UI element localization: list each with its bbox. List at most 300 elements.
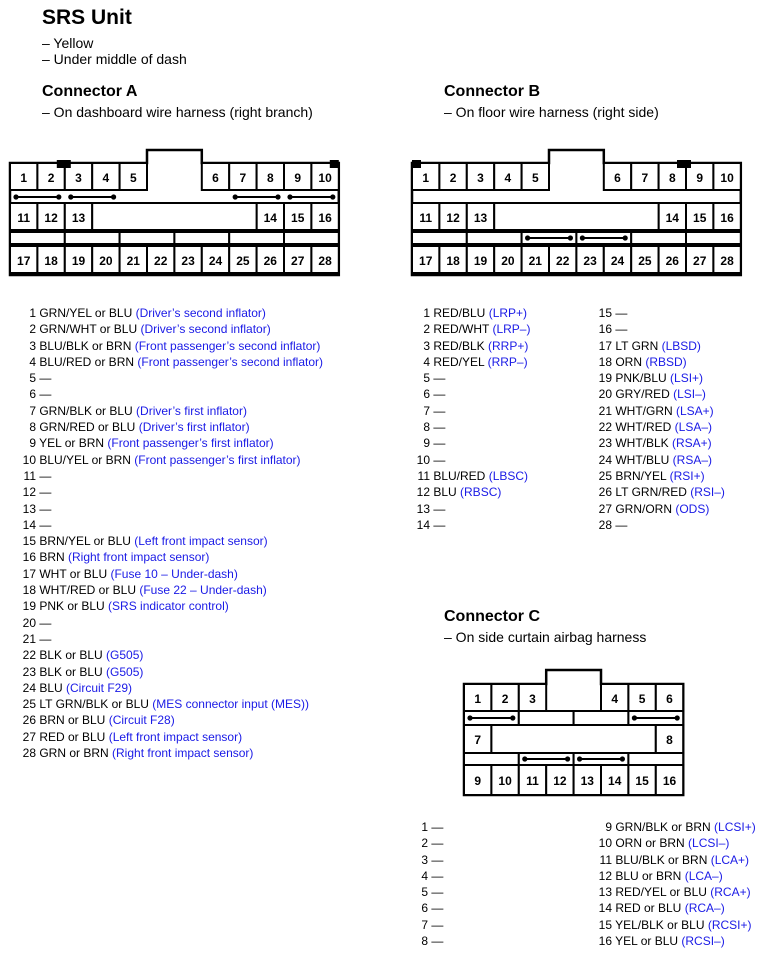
pin-number: 28 [22,746,36,761]
pin-number: 24 [22,680,36,695]
pin-function: (RRP–) [484,354,528,369]
latch-tab [330,160,339,168]
pin-row [590,435,725,451]
pin-function: (Fuse 10 – Under-dash) [107,566,238,581]
pin-row [22,501,323,517]
pin-label: 6 [614,171,621,185]
lock-strip [65,232,120,244]
wire-color: GRN/BLK or BLU [36,403,133,418]
pin-row [416,933,443,949]
wire-color: GRN/WHT or BLU [36,322,138,337]
pin-number: 12 [598,868,612,883]
pin-row [416,370,530,386]
pin-row [22,386,323,402]
wire-color: ORN or BRN [612,836,685,851]
wire-color: — [430,501,446,516]
pin-row [590,321,725,337]
pin-label: 20 [501,254,515,268]
pin-label: 13 [580,774,594,788]
pin-label: 12 [446,211,460,225]
pin-row [416,917,443,933]
wire-color: — [36,517,52,532]
lock-strip [174,232,229,244]
pin-label: 11 [419,211,433,225]
pin-label: 8 [266,171,274,185]
shorting-bar-end [632,715,637,720]
pin-number: 14 [598,901,612,916]
pin-number: 9 [605,820,612,834]
pin-label: 15 [635,774,649,788]
pin-function: (Fuse 22 – Under-dash) [136,583,267,598]
shorting-bar-end [467,715,472,720]
pin-label: 19 [473,254,488,268]
lock-strip [120,232,175,244]
pin-number: 26 [22,713,36,728]
latch-tab [412,160,421,168]
connector-b-diagram [412,150,741,275]
pin-row [22,370,323,386]
pin-label: 10 [720,171,734,185]
pin-label: 2 [449,171,457,185]
wire-color: BRN/YEL [612,468,667,483]
pin-row [590,386,725,402]
pin-number: 6 [421,901,428,916]
pin-function: (LCA+) [707,852,750,867]
pin-row [22,435,323,451]
pin-label: 2 [47,171,55,185]
lock-strip [412,232,467,244]
wire-color: — [428,885,444,900]
wire-color: — [612,322,628,337]
pin-function: (RSI+) [666,468,705,483]
pin-label: 28 [720,254,734,268]
pin-function: (Driver’s first inflator) [132,403,247,418]
wire-color: BLU or BRN [612,868,682,883]
pin-label: 11 [526,774,539,788]
pin-row [22,354,323,370]
pin-number: 15 [598,917,612,932]
connector-c-pin-list-right [592,819,756,949]
pin-label: 23 [583,254,597,268]
shorting-bar-end [623,235,628,240]
wire-color: YEL or BLU [612,934,679,949]
pin-number: 4 [421,868,428,883]
pin-label: 16 [318,211,332,225]
wire-color: BRN/YEL or BLU [36,534,131,549]
pin-row [416,419,530,435]
lock-strip [519,711,574,725]
wire-color: YEL or BRN [36,436,105,451]
pin-row [416,338,530,354]
center-block [491,725,655,753]
pin-row [590,370,725,386]
pin-label: 11 [17,211,31,225]
pin-row [22,696,323,712]
pin-function: (Circuit F29) [62,680,133,695]
pin-label: 3 [477,171,484,185]
connector-c-pin-list-left [416,819,443,949]
pin-function: (LSA–) [671,420,713,435]
shorting-bar-end [330,194,335,199]
wire-color: GRN/ORN [612,501,672,516]
pin-function: (LRP+) [485,306,528,320]
pin-row [416,852,443,868]
wire-color: GRN or BRN [36,746,109,761]
pin-function: (ODS) [672,501,710,516]
pin-number: 3 [423,338,430,353]
pin-row [592,819,756,835]
pin-function: (Front passenger’s second inflator) [134,354,324,369]
wire-color: — [428,901,444,916]
pin-row [22,664,323,680]
pin-label: 5 [531,171,539,185]
wire-color: LT GRN/BLK or BLU [36,697,149,712]
latch-tab [677,160,691,168]
pin-number: 25 [22,697,36,712]
pin-label: 1 [20,171,28,185]
shorting-bar-end [580,235,585,240]
pin-number: 27 [22,729,36,744]
unit-note-color: – Yellow [42,35,94,51]
shorting-bar-end [233,194,238,199]
wire-color: — [430,371,446,386]
wire-color: — [36,485,52,500]
pin-label: 3 [75,171,82,185]
wire-color: — [36,501,52,516]
shorting-bar-end [287,194,292,199]
pin-label: 17 [17,254,31,268]
center-block [494,203,658,230]
wire-color: — [430,403,446,418]
pin-function: (Front passenger’s second inflator) [131,338,321,353]
pin-label: 25 [638,254,652,268]
wire-color: BLU [430,485,457,500]
pin-number: 23 [598,436,612,451]
pin-function: (RCA–) [681,901,725,916]
pin-row [416,900,443,916]
pin-number: 18 [598,354,612,369]
pin-function: (Driver’s first inflator) [135,420,250,435]
pin-number: 16 [598,322,612,337]
pin-row [22,321,323,337]
lock-strip [574,711,629,725]
pin-row [416,354,530,370]
pin-function: (RRP+) [484,338,529,353]
pin-row [416,435,530,451]
pin-row [416,321,530,337]
pin-function: (RCA+) [706,885,751,900]
wire-color: RED or BLU [612,901,682,916]
pin-function: (SRS indicator control) [104,599,229,614]
connector-a-diagram [10,150,339,275]
pin-label: 10 [318,171,332,185]
connector-b-title: Connector B [444,83,540,100]
pin-number: 22 [598,420,612,435]
pin-label: 14 [665,211,679,225]
pin-label: 27 [693,254,707,268]
pin-function: (MES connector input (MES)) [148,697,309,712]
pin-label: 18 [44,254,58,268]
pin-function: (Front passenger’s first inflator) [130,452,301,467]
wire-color: YEL/BLK or BLU [612,917,705,932]
pin-number: 12 [22,485,36,500]
wire-color: — [428,852,444,867]
pin-number: 18 [22,583,36,598]
pin-label: 22 [154,254,168,268]
wire-color: PNK/BLU [612,371,667,386]
pin-number: 12 [416,485,430,500]
wire-color: GRN/BLK or BRN [612,820,711,834]
pin-label: 9 [696,171,704,185]
pin-row [592,900,756,916]
pin-row [590,517,725,533]
pin-row [416,868,443,884]
pin-function: (Left front impact sensor) [105,729,243,744]
pin-label: 19 [71,254,86,268]
pin-row [590,354,725,370]
pin-function: (G505) [102,648,144,663]
pin-number: 19 [22,599,36,614]
pin-number: 10 [22,452,36,467]
connector-b-location: – On floor wire harness (right side) [444,104,659,120]
shorting-bar-end [275,194,280,199]
pin-row [22,615,323,631]
pin-label: 27 [291,254,305,268]
pin-function: (RCSI+) [704,917,752,932]
shorting-bar-end [13,194,18,199]
wire-color: — [428,934,444,949]
pin-label: 15 [693,211,707,225]
pin-label: 12 [553,774,567,788]
wire-color: BLU/BLK or BRN [36,338,132,353]
pin-number: 9 [423,436,430,451]
pin-label: 21 [528,254,542,268]
shorting-bar-end [522,756,527,761]
pin-label: 7 [239,171,247,185]
pin-function: (RBSD) [642,354,687,369]
pin-row [22,582,323,598]
pin-number: 15 [598,306,612,320]
wire-color: GRN/RED or BLU [36,420,136,435]
pin-function: (LSI+) [666,371,704,386]
lock-strip [229,232,284,244]
pin-label: 13 [71,211,86,225]
wire-color: BLU/BLK or BRN [612,852,708,867]
pin-row [22,484,323,500]
pin-number: 11 [599,852,612,867]
latch-tab [57,160,71,168]
pin-function: (RSI–) [686,485,725,500]
shorting-bar-end [111,194,116,199]
shorting-bar-end [568,235,573,240]
pin-number: 8 [29,420,36,435]
pin-label: 1 [422,171,430,185]
wire-color: — [428,868,444,883]
pin-number: 3 [29,338,36,353]
srs-unit-title: SRS Unit [42,6,132,29]
wire-color: RED/WHT [430,322,490,337]
pin-number: 21 [598,403,612,418]
pin-function: (Circuit F28) [105,713,175,728]
wire-color: WHT/BLK [612,436,669,451]
pin-row [592,868,756,884]
pin-function: (LSI–) [669,387,706,402]
pin-label: 13 [473,211,488,225]
pin-row [590,403,725,419]
wire-color: BLU [36,680,63,695]
pin-number: 4 [29,354,36,369]
pin-label: 8 [666,733,673,747]
pin-number: 25 [598,468,612,483]
pin-number: 23 [22,664,36,679]
pin-function: (LCSI–) [684,836,730,851]
pin-row [22,712,323,728]
pin-function: (G505) [102,664,144,679]
wire-color: — [36,387,52,402]
pin-number: 5 [423,371,430,386]
pin-label: 26 [263,254,277,268]
pin-function: (Right front impact sensor) [64,550,210,565]
pin-row [22,452,323,468]
pin-function: (LCA–) [681,868,723,883]
wire-color: — [430,387,446,402]
pin-number: 1 [29,306,36,320]
lock-strip [686,232,741,244]
pin-label: 5 [638,692,646,706]
wire-color: — [430,517,446,532]
wire-color: BRN [36,550,65,565]
wire-color: BLK or BLU [36,664,103,679]
connector-b-pin-list-right [590,305,725,533]
pin-number: 3 [421,852,428,867]
wire-color: RED/BLU [430,306,486,320]
pin-row [22,517,323,533]
pin-label: 20 [99,254,113,268]
pin-row [22,680,323,696]
pin-row [416,403,530,419]
pin-row [22,403,323,419]
pin-row [416,468,530,484]
pin-number: 11 [23,468,36,483]
wire-color: BRN or BLU [36,713,106,728]
pin-row [22,419,323,435]
pin-row [416,517,530,533]
pin-number: 11 [417,468,430,483]
wire-color: BLU/YEL or BRN [36,452,131,467]
wire-color: WHT/BLU [612,452,670,467]
shorting-bar-end [68,194,73,199]
pin-row [22,729,323,745]
wire-color: — [612,306,628,320]
wire-color: GRY/RED [612,387,670,402]
pin-row [22,468,323,484]
shorting-bar-end [525,235,530,240]
pin-row [592,835,756,851]
pin-row [416,501,530,517]
pin-label: 16 [662,774,677,788]
pin-number: 19 [598,371,612,386]
connector-b-pin-list-left [416,305,530,533]
lock-strip [628,753,683,765]
pin-row [590,484,725,500]
pin-number: 2 [421,836,428,851]
pin-label: 24 [208,254,223,268]
pin-row [592,933,756,949]
pin-row [590,305,725,321]
shorting-bar-end [620,756,625,761]
wire-color: RED/BLK [430,338,485,353]
pin-row [22,549,323,565]
pin-label: 10 [498,774,512,788]
wire-color: BLK or BLU [36,648,103,663]
unit-note-location: – Under middle of dash [42,51,187,67]
pin-function: (RSA+) [668,436,712,451]
pin-row [590,452,725,468]
wire-color: — [36,468,52,483]
connector-c-diagram [464,670,683,795]
pin-number: 13 [416,501,430,516]
lock-strip [631,232,686,244]
pin-label: 17 [419,254,433,268]
pin-row [22,647,323,663]
wire-color: RED or BLU [36,729,106,744]
pin-number: 22 [22,648,36,663]
pin-number: 13 [598,885,612,900]
pin-label: 14 [608,774,622,788]
pin-row [590,419,725,435]
shorting-bar-end [56,194,61,199]
wire-color: BLU/RED [430,468,486,483]
shorting-bar-end [565,756,570,761]
wire-color: — [36,615,52,630]
wire-color: ORN [612,354,642,369]
wire-color: BLU/RED or BRN [36,354,135,369]
pin-number: 15 [22,534,36,549]
pin-number: 2 [423,322,430,337]
pin-label: 16 [720,211,734,225]
shorting-bar-end [510,715,515,720]
pin-number: 10 [598,836,612,851]
pin-number: 27 [598,501,612,516]
wire-color: — [612,517,628,532]
pin-label: 26 [665,254,679,268]
pin-label: 23 [181,254,195,268]
pin-number: 8 [423,420,430,435]
shorting-bar-end [577,756,582,761]
pin-function: (LSA+) [672,403,714,418]
pin-number: 14 [416,517,430,532]
wire-color: WHT/RED [612,420,672,435]
pin-label: 14 [263,211,277,225]
pin-function: (RBSC) [456,485,502,500]
pin-number: 10 [416,452,430,467]
pin-row [592,884,756,900]
connector-a-location: – On dashboard wire harness (right branch) [42,104,313,120]
pin-number: 6 [423,387,430,402]
pin-label: 28 [318,254,332,268]
pin-number: 20 [598,387,612,402]
wire-color: — [430,436,446,451]
pin-row [592,917,756,933]
pin-number: 21 [22,631,36,646]
pin-function: (Driver’s second inflator) [132,306,266,320]
lock-strip [464,753,519,765]
connector-a-pin-list [22,305,323,761]
pin-label: 1 [474,692,482,706]
pin-function: (LCSI+) [710,820,756,834]
pin-label: 3 [529,692,536,706]
pin-label: 9 [474,774,482,788]
